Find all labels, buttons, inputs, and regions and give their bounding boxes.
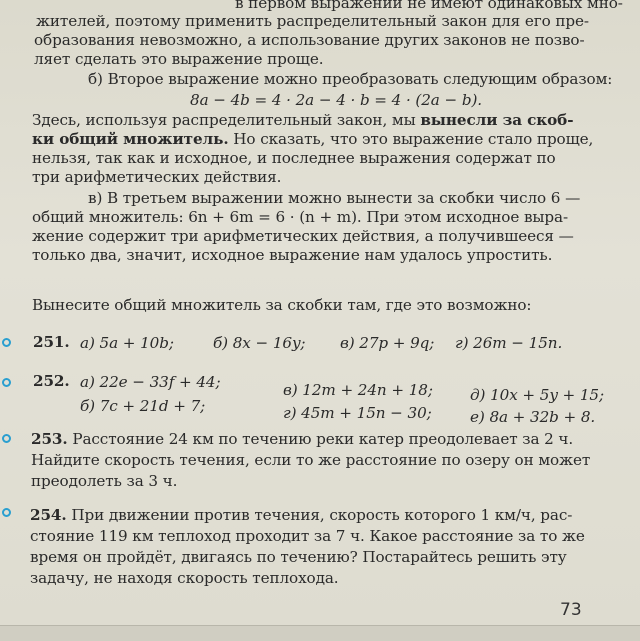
exercise-number: 253. — [31, 430, 68, 448]
text-span: Но сказать, что это выражение стало проще, — [228, 130, 594, 148]
exercise-number: 252. — [33, 372, 70, 390]
text-line — [32, 130, 593, 148]
text-span: Здесь, используя распределительный закон, мы — [32, 111, 421, 129]
text-line: преодолеть за 3 ч. — [31, 472, 178, 490]
exercise-item: г) 26m − 15n. — [455, 334, 563, 352]
text-line: Найдите скорость течения, если то же расстояние по озеру он может — [31, 451, 591, 469]
text-line: в) В третьем выражении можно вынести за скобки число 6 — — [88, 189, 581, 207]
text-line: жителей, поэтому применить распределительный закон для его пре- — [36, 12, 589, 30]
exercise-item: в) 12m + 24n + 18; — [283, 381, 433, 399]
exercise-item: д) 10x + 5y + 15; — [470, 386, 605, 404]
exercise-marker-icon — [2, 338, 11, 347]
text-span: Расстояние 24 км по течению реки катер преодолевает за 2 ч. — [72, 430, 574, 448]
exercise-marker-icon — [2, 378, 11, 387]
text-line: в первом выражении не имеют одинаковых мно- — [235, 0, 623, 12]
page-number: 73 — [560, 600, 582, 620]
page-edge — [0, 625, 640, 641]
bold-term: вынесли за скоб- — [420, 111, 574, 129]
exercise-text — [31, 430, 573, 448]
text-line: только два, значит, исходное выражение нам удалось упростить. — [32, 246, 553, 264]
exercise-marker-icon — [2, 508, 11, 517]
exercise-number: 251. — [33, 333, 70, 351]
text-line: три арифметических действия. — [32, 168, 282, 186]
text-line: образования невозможно, а использование других законов не позво- — [34, 31, 585, 49]
text-line: стояние 119 км теплоход проходит за 7 ч. Какое расстояние за то же — [30, 527, 585, 545]
text-line: общий множитель: 6n + 6m = 6 · (n + m). При этом исходное выра- — [32, 208, 569, 226]
formula-line: 8a − 4b = 4 · 2a − 4 · b = 4 · (2a − b). — [190, 91, 483, 109]
exercise-marker-icon — [2, 434, 11, 443]
exercise-item: г) 45m + 15n − 30; — [283, 404, 432, 422]
text-line: задачу, не находя скорость теплохода. — [30, 569, 339, 587]
text-line — [32, 111, 573, 129]
text-line: б) Второе выражение можно преобразовать следующим образом: — [88, 70, 613, 88]
exercise-item: а) 5a + 10b; — [80, 334, 174, 352]
exercise-item: е) 8a + 32b + 8. — [470, 408, 596, 426]
bold-term: ки общий множитель. — [32, 130, 229, 148]
text-line: жение содержит три арифметических действия, а получившееся — — [32, 227, 574, 245]
text-line: ляет сделать это выражение проще. — [34, 50, 324, 68]
exercise-item: а) 22e − 33f + 44; — [80, 373, 221, 391]
text-line: время он пройдёт, двигаясь по течению? Постарайтесь решить эту — [30, 548, 567, 566]
exercise-item: б) 8x − 16y; — [213, 334, 306, 352]
exercise-number: 254. — [30, 506, 67, 524]
exercise-item: б) 7c + 21d + 7; — [80, 397, 206, 415]
text-line: Вынесите общий множитель за скобки там, где это возможно: — [32, 296, 532, 314]
text-span: При движении против течения, скорость которого 1 км/ч, рас- — [71, 506, 573, 524]
exercise-item: в) 27p + 9q; — [340, 334, 435, 352]
exercise-text — [30, 506, 572, 524]
text-line: нельзя, так как и исходное, и последнее выражения содержат по — [32, 149, 556, 167]
